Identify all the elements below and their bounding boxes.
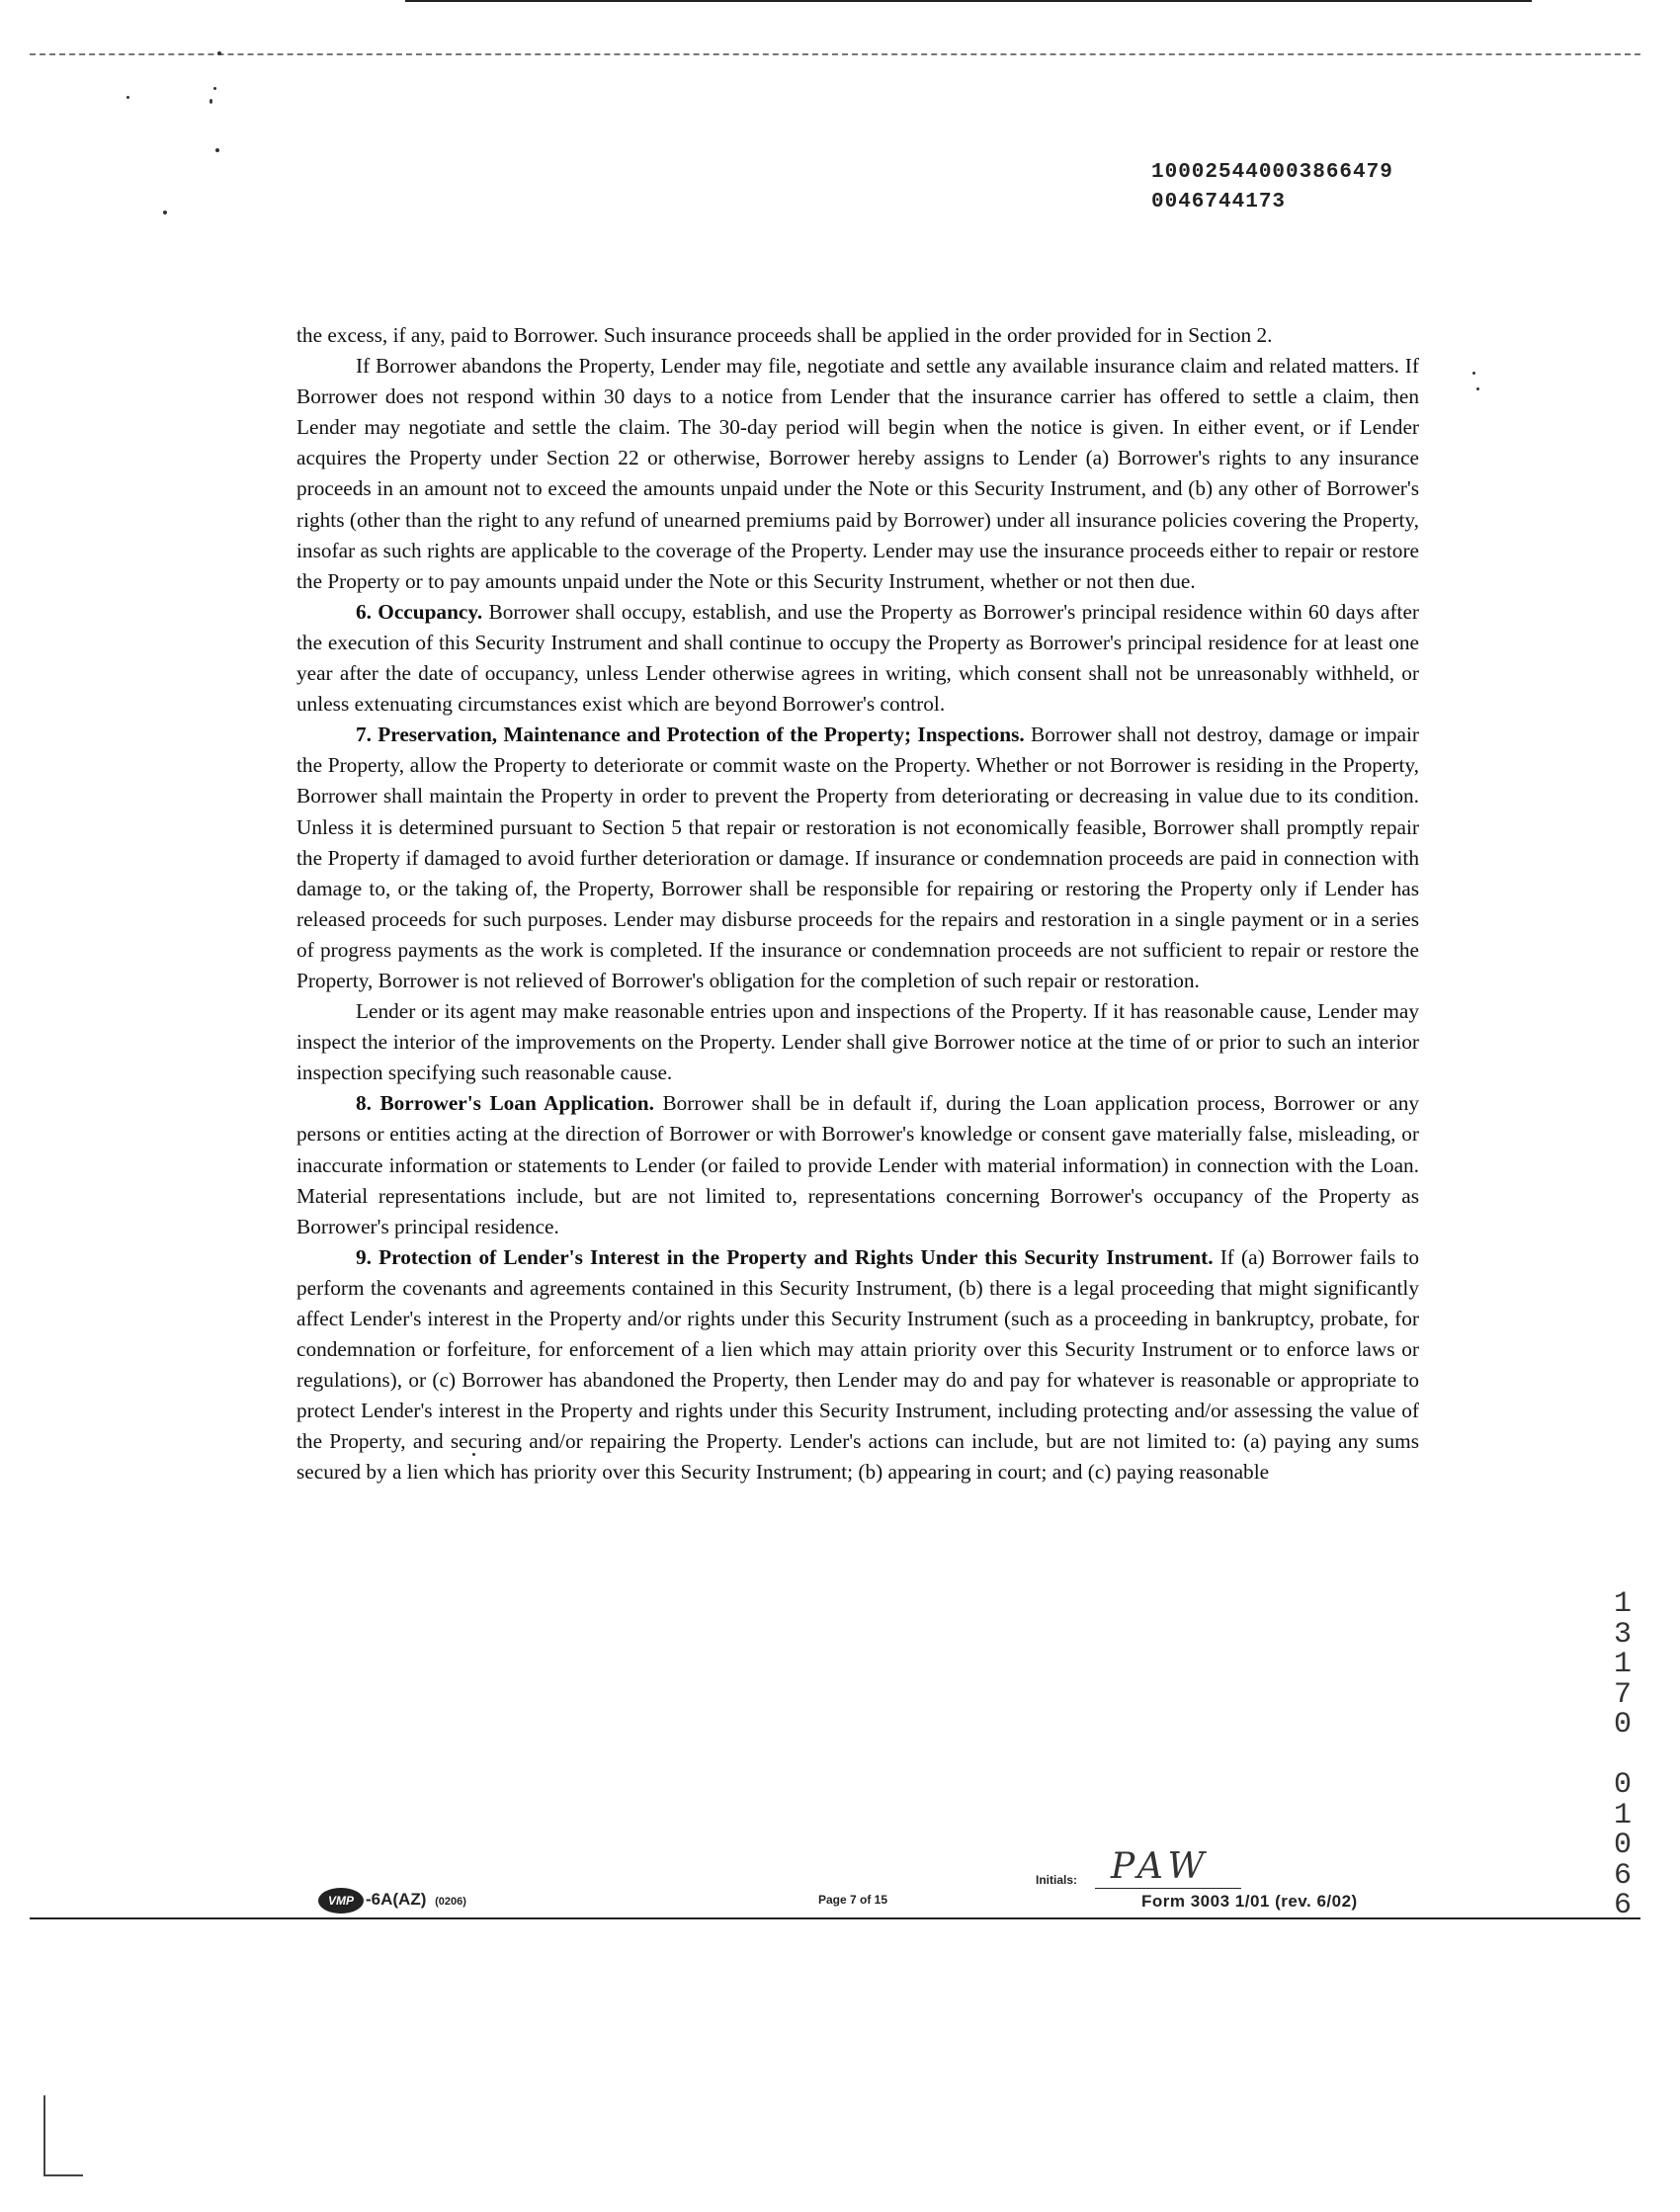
stamp-char: 0: [1613, 1708, 1632, 1742]
paragraph-inspections: Lender or its agent may make reasonable entries upon and inspections of the Property. If it has reasonable cause, Lender may inspect the interior of the improvements on the Property. Lender shall give Borrower notice at the time of or prior to such an interior inspection specifying such reasonable cause.: [296, 999, 1419, 1085]
stamp-char: 6: [1613, 1889, 1632, 1922]
page-number: Page 7 of 15: [818, 1893, 888, 1907]
section-heading: 6. Occupancy.: [356, 599, 483, 624]
scan-speck: [210, 99, 212, 104]
section-text: Borrower shall be in default if, during the Loan application process, Borrower or any persons or entities acting at the direction of Borrower or with Borrower's knowledge or consent gave materially false, misleading, or inaccurate information or statements to Lender (or failed to provide Lender with material information) in connection with the Loan. Material representations include, but are not limited to, representations concerning Borrower's occupancy of the Property as Borrower's principal residence.: [296, 1091, 1419, 1238]
section-7-preservation: [296, 720, 1419, 996]
initials-signature: [1111, 1846, 1210, 1887]
stamp-char: 0: [1613, 1768, 1632, 1802]
stamp-char: 1: [1613, 1648, 1632, 1681]
stamp-char: 6: [1613, 1858, 1632, 1893]
scan-speck: [217, 51, 221, 55]
top-dashed-rule: [30, 53, 1640, 55]
stamp-char: 7: [1613, 1677, 1632, 1712]
scan-edge: [43, 2095, 45, 2174]
top-border-rule: [405, 0, 1532, 2]
form-date: (0206): [435, 1896, 466, 1908]
scan-speck: [1476, 387, 1479, 390]
section-text: Borrower shall occupy, establish, and use the Property as Borrower's principal residence within 60 days after the execution of this Security Instrument and shall continue to occupy the Property as Borrower's principal residence for at least one year after the date of occupancy, unless Lender otherwise agrees in writing, which consent shall not be unreasonably withheld, or unless extenuating circumstances exist which are beyond Borrower's control.: [296, 599, 1420, 717]
form-code-label: -6A(AZ): [366, 1890, 427, 1909]
section-heading: 9. Protection of Lender's Interest in the Property and Rights Under this Security Instrument.: [356, 1244, 1214, 1269]
stamp-gap: [1609, 1741, 1637, 1771]
scan-speck: [126, 96, 129, 99]
section-heading: 7. Preservation, Maintenance and Protection of the Property; Inspections.: [356, 723, 1025, 747]
initials-label: Initials:: [1036, 1873, 1078, 1887]
section-6-occupancy: [296, 597, 1419, 720]
paragraph-abandonment: If Borrower abandons the Property, Lender may file, negotiate and settle any available insurance claim and related matters. If Borrower does not respond within 30 days to a notice from Lender that the insurance carrier has offered to settle a claim, then Lender may negotiate and settle the claim. The 30-day period will begin when the notice is given. In either event, or if Lender acquires the Property under Section 22 or otherwise, Borrower hereby assigns to Lender (a) Borrower's rights to any insurance proceeds in an amount not to exceed the amounts unpaid under the Note or this Security Instrument, and (b) any other of Borrower's rights (other than the right to any refund of unearned premiums paid by Borrower) under all insurance policies covering the Property, insofar as such rights are applicable to the coverage of the Property. Lender may use the insurance proceeds either to repair or restore the Property or to pay amounts unpaid under the Note or this Security Instrument, whether or not then due.: [296, 354, 1419, 593]
header-identifiers: [1151, 158, 1393, 217]
section-9-protection: [296, 1242, 1419, 1489]
section-8-loan-application: [296, 1088, 1419, 1241]
form-number: Form 3003 1/01 (rev. 6/02): [1141, 1892, 1358, 1911]
stamp-char: 0: [1613, 1829, 1632, 1862]
scan-speck: [163, 211, 167, 214]
recording-stamp: [1609, 1589, 1637, 1921]
section-heading: 8. Borrower's Loan Application.: [356, 1091, 654, 1116]
scan-edge-foot: [43, 2174, 83, 2176]
scan-speck: [1472, 372, 1475, 375]
paragraph-insurance-excess: the excess, if any, paid to Borrower. Such insurance proceeds shall be applied in the order provided for in Section 2.: [296, 323, 1273, 347]
initials-value: PAW: [1111, 1846, 1211, 1887]
scan-speck: [213, 87, 216, 90]
footer-rule: [30, 1917, 1640, 1919]
loan-number: 0046744173: [1151, 191, 1287, 213]
stamp-char: 1: [1613, 1587, 1632, 1621]
initials-line: [1095, 1888, 1241, 1889]
vmp-logo: VMP: [318, 1888, 364, 1914]
scan-speck: [215, 148, 219, 152]
section-text: Borrower shall not destroy, damage or impair the Property, allow the Property to deteriorate or commit waste on the Property. Whether or not Borrower is residing in the Property, Borrower shall maintain the Property in order to prevent the Property from deteriorating or decreasing in value due to its condition. Unless it is determined pursuant to Section 5 that repair or restoration is not economically feasible, Borrower shall promptly repair the Property if damaged to avoid further deterioration or damage. If insurance or condemnation proceeds are paid in connection with damage to, or the taking of, the Property, Borrower shall be responsible for repairing or restoring the Property only if Lender has released proceeds for such purposes. Lender may disburse proceeds for the repairs and restoration in a single payment or in a series of progress payments as the work is completed. If the insurance or condemnation proceeds are not sufficient to repair or restore the Property, Borrower is not relieved of Borrower's obligation for the completion of such repair or restoration.: [296, 723, 1419, 992]
document-body: [296, 320, 1419, 1489]
section-text: If (a) Borrower fails to perform the covenants and agreements contained in this Security Instrument, (b) there is a legal proceeding that might significantly affect Lender's interest in the Property and/or rights under this Security Instrument (such as a proceeding in bankruptcy, probate, for condemnation or forfeiture, for enforcement of a lien which may attain priority over this Security Instrument or to enforce laws or regulations), or (c) Borrower has abandoned the Property, then Lender may do and pay for whatever is reasonable or appropriate to protect Lender's interest in the Property and rights under this Security Instrument, including protecting and/or assessing the value of the Property, and securing and/or repairing the Property. Lender's actions can include, but are not limited to: (a) paying any sums secured by a lien which has priority over this Security Instrument; (b) appearing in court; and (c) paying reasonable: [296, 1244, 1419, 1485]
loan-id: 100025440003866479: [1151, 161, 1393, 184]
form-code: [366, 1890, 466, 1910]
stamp-char: 1: [1613, 1798, 1632, 1832]
stamp-char: 3: [1613, 1617, 1632, 1652]
